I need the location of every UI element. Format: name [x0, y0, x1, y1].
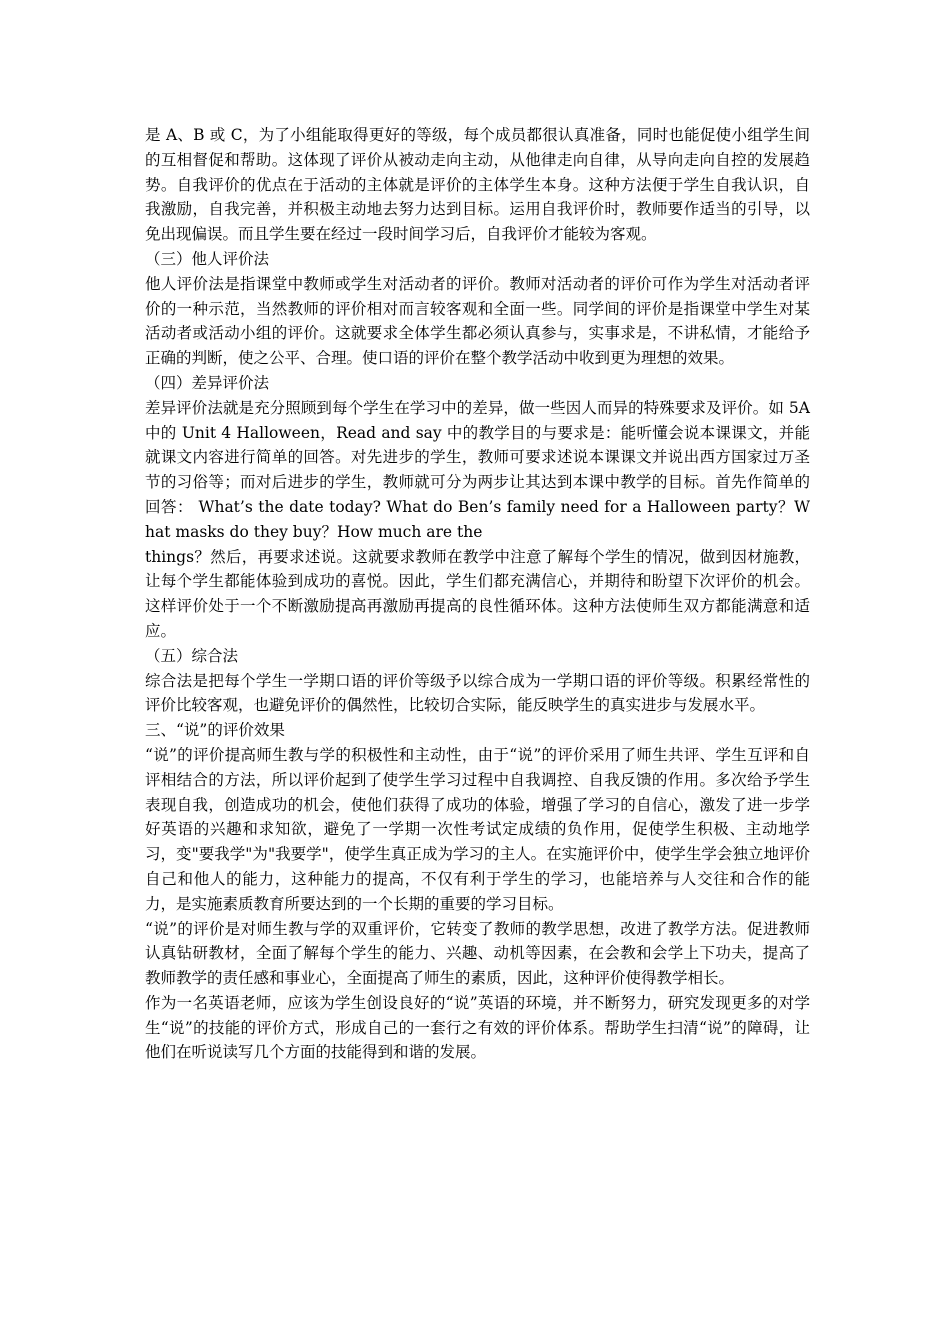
body-paragraph: “说”的评价是对师生教与学的双重评价，它转变了教师的教学思想，改进了教学方法。促进教师认真钻研教材，全面了解每个学生的能力、兴趣、动机等因素，在会教和会学上下功夫，提高了教师教学的责任感和事业心，全面提高了师生的素质，因此，这种评价使得教学相长。 [145, 919, 810, 988]
section-heading: （五）综合法 [145, 646, 239, 665]
body-paragraph: “说”的评价提高师生教与学的积极性和主动性，由于“说”的评价采用了师生共评、学生互评和自评相结合的方法，所以评价起到了使学生学习过程中自我调控、自我反馈的作用。多次给予学生表现自我，创造成功的机会，使他们获得了成功的体验，增强了学习的自信心，激发了进一步学好英语的兴趣和求知欲，避免了一学期一次性考试定成绩的负作用，促使学生积极、主动地学习，变"要我学"为"我要学"，使学生真正成为学习的主人。在实施评价中，使学生学会独立地评价自己和他人的能力，这种能力的提高，不仅有利于学生的学习，也能培养与人交往和合作的能力，是实施素质教育所要达到的一个长期的重要的学习目标。 [145, 745, 810, 913]
document-body [145, 123, 810, 1065]
body-paragraph: 是 A、B 或 C，为了小组能取得更好的等级，每个成员都很认真准备，同时也能促使小组学生间的互相督促和帮助。这体现了评价从被动走向主动，从他律走向自律，从导向走向自控的发展趋势。自我评价的优点在于活动的主体就是评价的主体学生本身。这种方法便于学生自我认识，自我激励，自我完善，并积极主动地去努力达到目标。运用自我评价时，教师要作适当的引导，以免出现偏误。而且学生要在经过一段时间学习后，自我评价才能较为客观。 [145, 126, 810, 244]
body-paragraph: 他人评价法是指课堂中教师或学生对活动者的评价。教师对活动者的评价可作为学生对活动者评价的一种示范，当然教师的评价相对而言较客观和全面一些。同学间的评价是指课堂中学生对某活动者或活动小组的评价。这就要求全体学生都必须认真参与，实事求是，不讲私情，才能给予正确的判断，使之公平、合理。使口语的评价在整个教学活动中收到更为理想的效果。 [145, 274, 810, 368]
body-paragraph: 综合法是把每个学生一学期口语的评价等级予以综合成为一学期口语的评价等级。积累经常性的评价比较客观，也避免评价的偶然性，比较切合实际，能反映学生的真实进步与发展水平。 [145, 671, 810, 715]
section-heading: （三）他人评价法 [145, 249, 270, 268]
body-paragraph: 作为一名英语老师，应该为学生创设良好的“说”英语的环境，并不断努力，研究发现更多的对学生“说”的技能的评价方式，形成自己的一套行之有效的评价体系。帮助学生扫清“说”的障碍，让他们在听说读写几个方面的技能得到和谐的发展。 [145, 993, 810, 1062]
body-paragraph: 差异评价法就是充分照顾到每个学生在学习中的差异，做一些因人而异的特殊要求及评价。如 5A 中的 Unit 4 Halloween，Read and say 中的教学目的与要求是：能听懂会说本课课文，并能就课文内容进行简单的回答。对先进步的学生，教师可要求述说本课课文并说出西方国家过万圣节的习俗等；而对后进步的学生，教师就可分为两步让其达到本课中教学的目标。首先作简单的回答： What’s the date today? What do Ben’s family need for a Halloween party？What masks do they buy？How much are the [145, 398, 810, 541]
body-paragraph: things？然后，再要求述说。这就要求教师在教学中注意了解每个学生的情况，做到因材施教，让每个学生都能体验到成功的喜悦。因此，学生们都充满信心，并期待和盼望下次评价的机会。这样评价处于一个不断激励提高再激励再提高的良性循环体。这种方法使师生双方都能满意和适应。 [145, 547, 810, 640]
section-heading: 三、“说”的评价效果 [145, 721, 285, 740]
section-heading: （四）差异评价法 [145, 373, 270, 392]
